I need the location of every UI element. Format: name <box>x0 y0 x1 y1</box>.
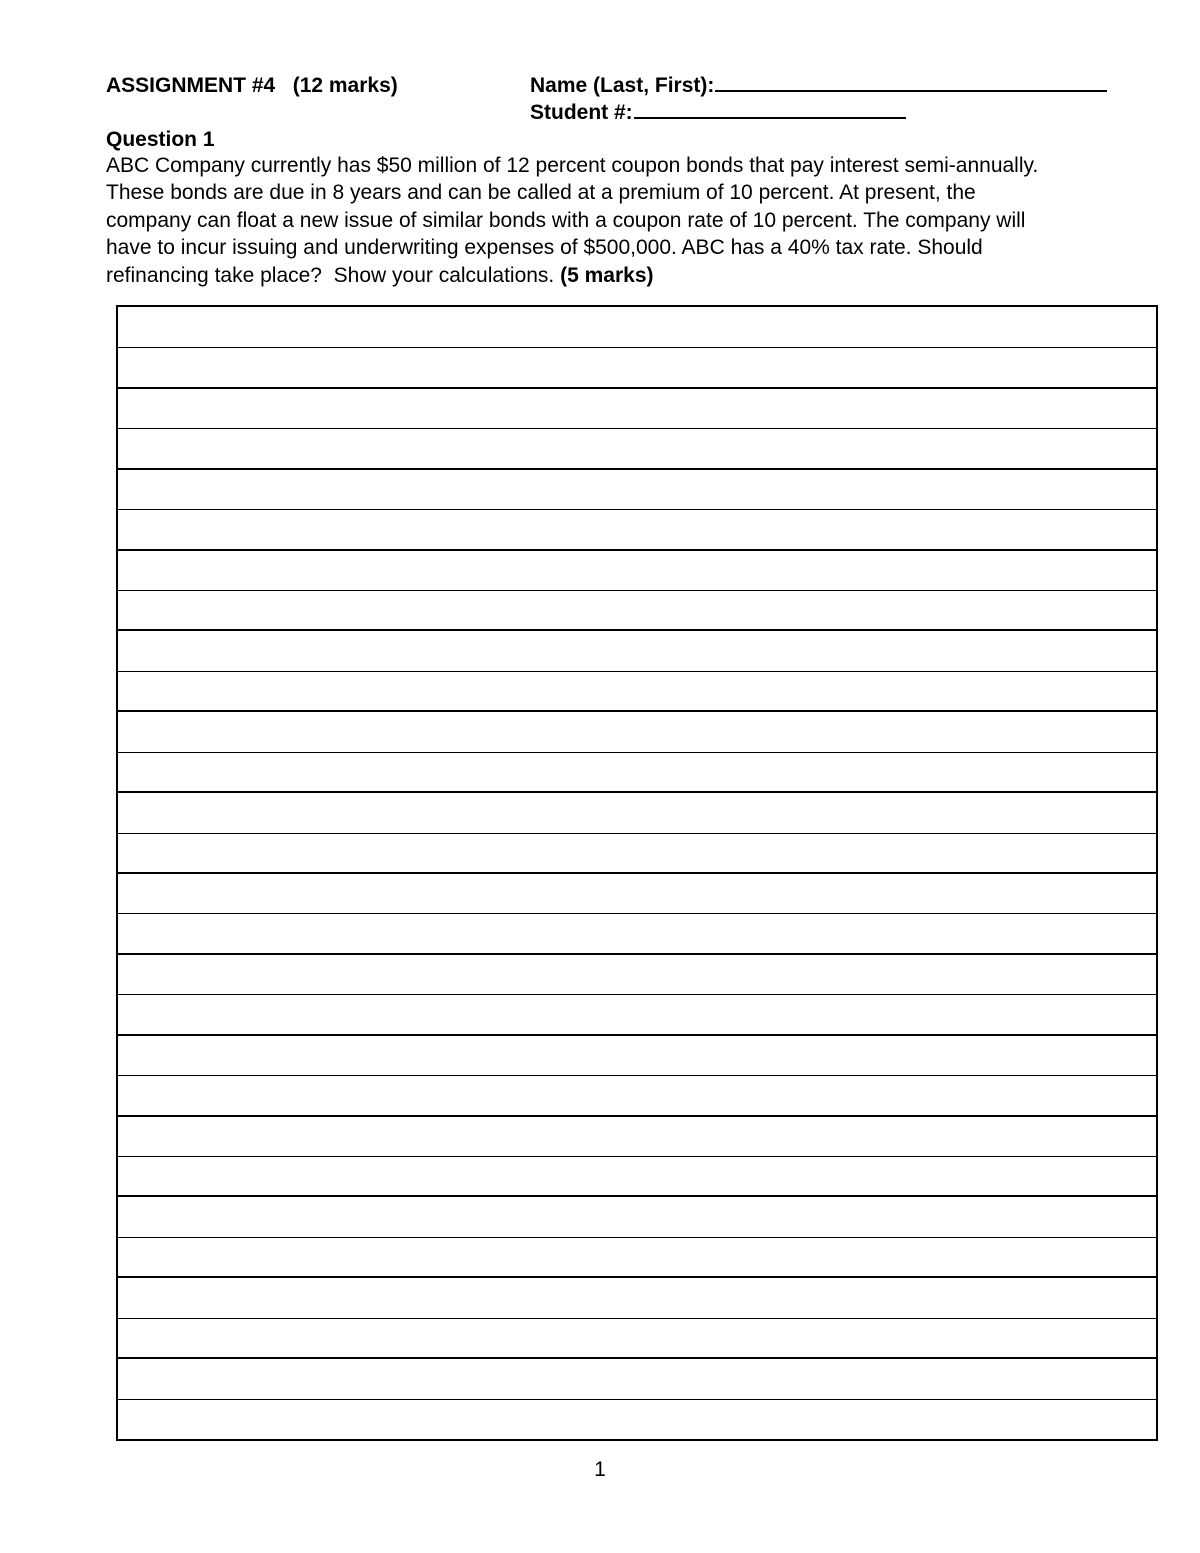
answer-rule-line <box>118 1357 1156 1359</box>
answer-rule-line <box>118 549 1156 551</box>
answer-rule-line <box>118 468 1156 470</box>
answer-rule-line <box>118 509 1156 510</box>
student-number-field[interactable] <box>530 99 1107 126</box>
assignment-title: ASSIGNMENT #4 (12 marks) <box>106 74 398 97</box>
answer-rule-line <box>118 913 1156 914</box>
answer-rule-line <box>118 1034 1156 1036</box>
answer-rule-line <box>118 791 1156 793</box>
answer-rule-line <box>118 428 1156 429</box>
question-marks: (5 marks) <box>560 263 654 287</box>
answer-rule-line <box>118 994 1156 995</box>
answer-rule-line <box>118 872 1156 874</box>
answer-rule-line <box>118 1399 1156 1400</box>
answer-rule-line <box>118 1075 1156 1076</box>
answer-rule-line <box>118 953 1156 955</box>
answer-rule-line <box>118 1115 1156 1117</box>
student-number-label: Student #: <box>530 101 633 124</box>
answer-rule-line <box>118 1237 1156 1238</box>
answer-rule-line <box>118 347 1156 348</box>
question-line-text: refinancing take place? Show your calculations. <box>106 263 561 287</box>
answer-rule-line <box>118 387 1156 389</box>
answer-rule-line <box>118 1276 1156 1278</box>
student-number-blank[interactable] <box>634 100 906 119</box>
answer-rule-line <box>118 710 1156 712</box>
answer-rule-line <box>118 671 1156 672</box>
answer-rule-line <box>118 1318 1156 1319</box>
question-line-last <box>106 262 1166 289</box>
answer-rule-line <box>118 590 1156 591</box>
answer-rule-line <box>118 1156 1156 1157</box>
student-info-fields <box>530 72 1107 126</box>
answer-rule-line <box>118 629 1156 631</box>
question-line: ABC Company currently has $50 million of 12 percent coupon bonds that pay interest semi-annually. <box>106 154 1039 177</box>
name-field[interactable] <box>530 72 1107 99</box>
answer-rule-line <box>118 833 1156 834</box>
question-title: Question 1 <box>106 128 215 151</box>
page-number: 1 <box>594 1458 606 1481</box>
answer-rule-line <box>118 752 1156 753</box>
question-line: These bonds are due in 8 years and can be called at a premium of 10 percent. At present, the <box>106 181 976 205</box>
name-blank[interactable] <box>715 73 1107 92</box>
question-line: company can float a new issue of similar bonds with a coupon rate of 10 percent. The company will <box>106 208 1026 232</box>
name-label: Name (Last, First): <box>530 74 715 97</box>
answer-area[interactable] <box>116 305 1158 1441</box>
question-line: have to incur issuing and underwriting expenses of $500,000. ABC has a 40% tax rate. Should <box>106 236 983 260</box>
answer-rule-line <box>118 1195 1156 1197</box>
question-text <box>106 152 1166 289</box>
